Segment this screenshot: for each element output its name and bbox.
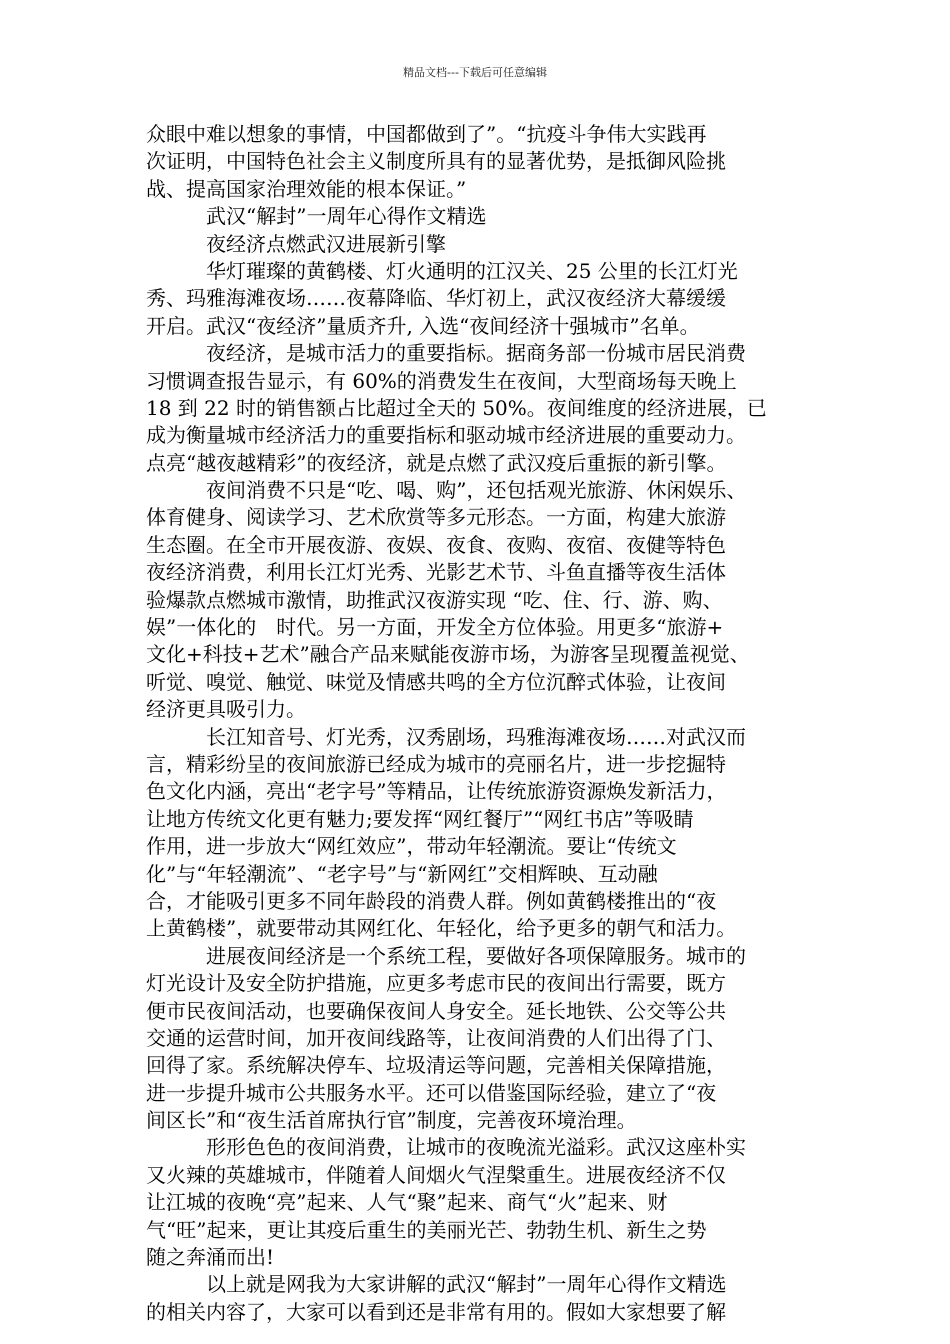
text-line: 气“旺”起来，更让其疫后重生的美丽光芒、勃勃生机、新生之势 xyxy=(146,1217,707,1242)
text-line: 武汉“解封”一周年心得作文精选 xyxy=(146,204,487,229)
text-line: 随之奔涌而出! xyxy=(146,1245,275,1270)
text-line: 夜间消费不只是“吃、喝、购”，还包括观光旅游、休闲娱乐、 xyxy=(146,478,747,503)
text-line: 习惯调查报告显示，有 60%的消费发生在夜间，大型商场每天晚上 xyxy=(146,368,737,393)
text-line: 夜经济，是城市活力的重要指标。据商务部一份城市居民消费 xyxy=(146,341,746,366)
text-line: 众眼中难以想象的事情，中国都做到了”。“抗疫斗争伟大实践再 xyxy=(146,122,707,146)
text-line: 战、提高国家治理效能的根本保证。” xyxy=(146,176,467,201)
text-line: 形形色色的夜间消费，让城市的夜晚流光溢彩。武汉这座朴实 xyxy=(146,1135,746,1160)
text-line: 灯光设计及安全防护措施，应更多考虑市民的夜间出行需要，既方 xyxy=(146,971,726,996)
text-line: 让地方传统文化更有魅力;要发挥“网红餐厅”“网红书店”等吸睛 xyxy=(146,806,694,831)
text-line: 又火辣的英雄城市，伴随着人间烟火气涅槃重生。进展夜经济不仅 xyxy=(146,1162,726,1187)
document-body xyxy=(146,121,810,1326)
text-line: 以上就是网我为大家讲解的武汉“解封”一周年心得作文精选 xyxy=(146,1272,727,1297)
text-line: 华灯璀璨的黄鹤楼、灯火通明的江汉关、25 公里的长江灯光 xyxy=(146,258,738,283)
text-line: 点亮“越夜越精彩”的夜经济，就是点燃了武汉疫后重振的新引擎。 xyxy=(146,450,727,475)
text-line: 便市民夜间活动，也要确保夜间人身安全。延长地铁、公交等公共 xyxy=(146,998,726,1023)
text-line: 验爆款点燃城市激情，助推武汉夜游实现 “吃、住、行、游、购、 xyxy=(146,587,723,612)
text-line: 进展夜间经济是一个系统工程，要做好各项保障服务。城市的 xyxy=(146,943,746,968)
page-header: 精品文档---下载后可任意编辑 xyxy=(403,66,547,79)
text-line: 秀、玛雅海滩夜场……夜幕降临、华灯初上，武汉夜经济大幕缓缓 xyxy=(146,286,726,311)
text-line: 夜经济点燃武汉进展新引擎 xyxy=(146,231,446,256)
text-line: 让江城的夜晚“亮”起来、人气“聚”起来、商气“火”起来、财 xyxy=(146,1190,668,1215)
text-line: 色文化内涵，亮出“老字号”等精品，让传统旅游资源焕发新活力， xyxy=(146,779,727,804)
text-line: 生态圈。在全市开展夜游、夜娱、夜食、夜购、夜宿、夜健等特色 xyxy=(146,532,726,557)
text-line: 开启。武汉“夜经济”量质齐升, 入选“夜间经济十强城市”名单。 xyxy=(146,313,700,338)
text-line: 娱”一体化的 时代。另一方面，开发全方位体验。用更多“旅游+ xyxy=(146,615,724,640)
text-line: 间区长”和“夜生活首席执行官”制度，完善夜环境治理。 xyxy=(146,1108,637,1133)
text-line: 合，才能吸引更多不同年龄段的消费人群。例如黄鹤楼推出的“夜 xyxy=(146,888,717,913)
text-line: 交通的运营时间，加开夜间线路等，让夜间消费的人们出得了门、 xyxy=(146,1025,726,1050)
text-line: 上黄鹤楼”，就要带动其网红化、年轻化，给予更多的朝气和活力。 xyxy=(146,916,737,941)
text-line: 回得了家。系统解决停车、垃圾清运等问题，完善相关保障措施， xyxy=(146,1053,726,1078)
text-line: 成为衡量城市经济活力的重要指标和驱动城市经济进展的重要动力。 xyxy=(146,423,746,448)
text-line: 文化+科技+艺术”融合产品来赋能夜游市场，为游客呈现覆盖视觉、 xyxy=(146,642,750,667)
text-line: 次证明，中国特色社会主义制度所具有的显著优势，是抵御风险挑 xyxy=(146,149,726,174)
text-line: 作用，进一步放大“网红效应”，带动年轻潮流。要让“传统文 xyxy=(146,834,677,859)
text-line: 体育健身、阅读学习、艺术欣赏等多元形态。一方面，构建大旅游 xyxy=(146,505,726,530)
text-line: 进一步提升城市公共服务水平。还可以借鉴国际经验，建立了“夜 xyxy=(146,1080,717,1105)
text-line: 夜经济消费，利用长江灯光秀、光影艺术节、斗鱼直播等夜生活体 xyxy=(146,560,726,585)
text-line: 的相关内容了，大家可以看到还是非常有用的。假如大家想要了解 xyxy=(146,1299,726,1324)
text-line: 听觉、嗅觉、触觉、味觉及情感共鸣的全方位沉醉式体验，让夜间 xyxy=(146,669,726,694)
text-line: 长江知音号、灯光秀，汉秀剧场，玛雅海滩夜场……对武汉而 xyxy=(146,724,746,749)
text-line: 经济更具吸引力。 xyxy=(146,697,306,722)
text-line: 言，精彩纷呈的夜间旅游已经成为城市的亮丽名片，进一步挖掘特 xyxy=(146,751,726,776)
text-line: 化”与“年轻潮流”、“老字号”与“新网红”交相辉映、互动融 xyxy=(146,861,658,886)
text-line: 18 到 22 时的销售额占比超过全天的 50%。夜间维度的经济进展，已 xyxy=(146,395,767,420)
